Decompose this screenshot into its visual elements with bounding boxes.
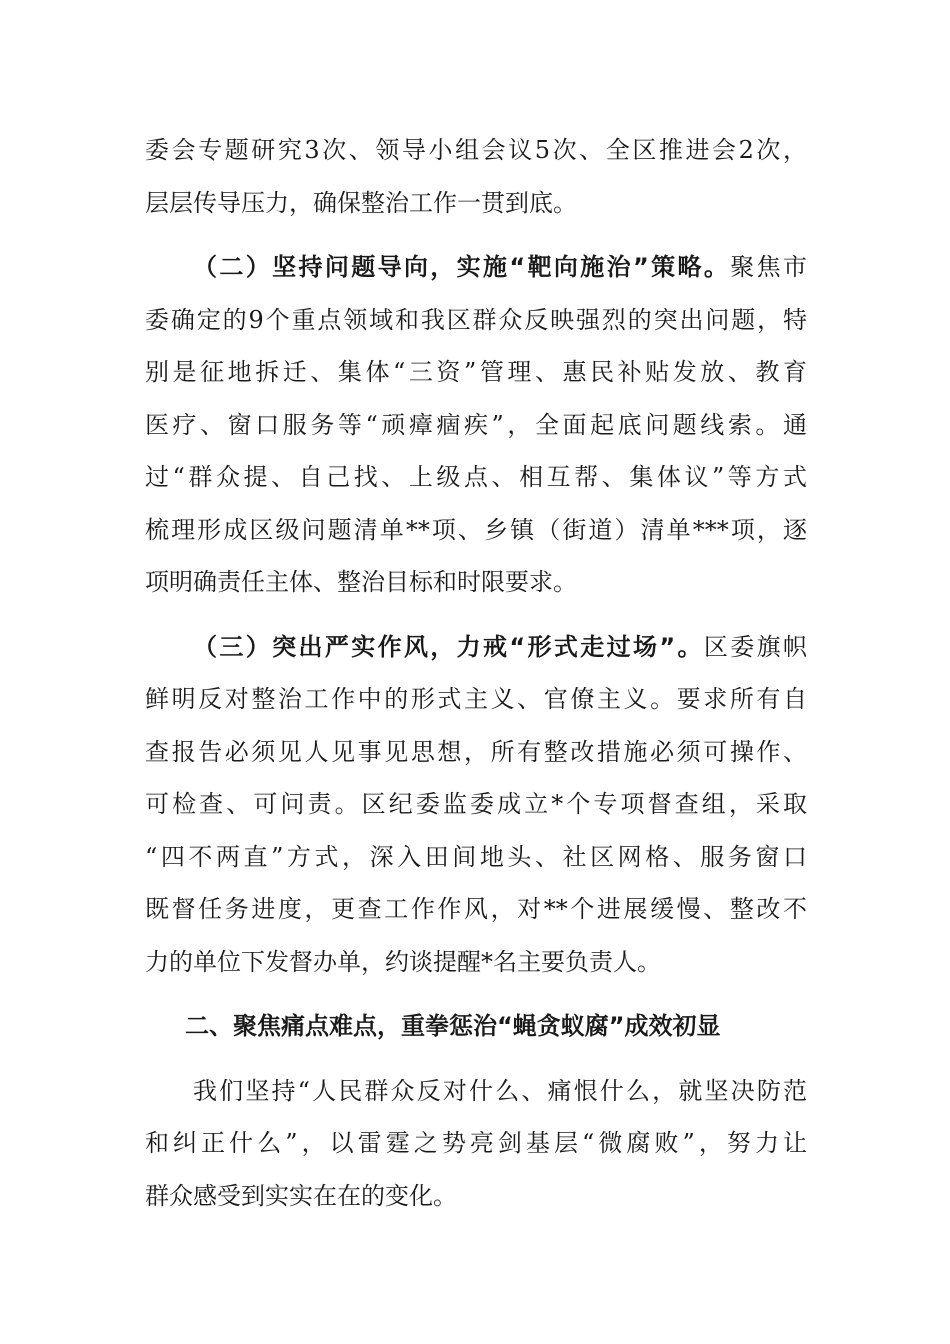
text-line: 委会专题研究3次、领导小组会议5次、全区推进会2次，: [145, 136, 807, 164]
paragraph-continuation: [145, 124, 807, 229]
text-line: 鲜明反对整治工作中的形式主义、官僚主义。要求所有自: [145, 685, 807, 713]
text-segment: 区委旗帜: [703, 632, 808, 661]
document-page: [145, 124, 807, 1222]
text-line: 层层传导压力，确保整治工作一贯到底。: [145, 188, 577, 217]
heading-text: 二、聚焦痛点难点，重拳惩治“蝇贪蚁腐”成效初显: [185, 1012, 721, 1040]
text-line: 委确定的9个重点领域和我区群众反映强烈的突出问题，特: [145, 305, 807, 334]
text-line: [145, 621, 807, 674]
text-line: “四不两直”方式，深入田间地头、社区网格、服务窗口: [145, 842, 807, 871]
text-line: 医疗、窗口服务等“顽瘴痼疾”，全面起底问题线索。通: [145, 410, 807, 439]
section-lead: （三）突出严实作风，力戒“形式走过场”。: [193, 632, 704, 661]
section-lead: （二）坚持问题导向，实施“靶向施治”策略。: [193, 253, 731, 281]
text-line: 查报告必须见人见事见思想，所有整改措施必须可操作、: [145, 737, 807, 766]
text-line: 别是征地拆迁、集体“三资”管理、惠民补贴发放、教育: [145, 358, 807, 386]
section-heading: [145, 1000, 807, 1053]
text-line: 梳理形成区级问题清单**项、乡镇（街道）清单***项，逐: [145, 515, 807, 544]
text-line: 和纠正什么”，以雷霆之势亮剑基层“微腐败”，努力让: [145, 1129, 807, 1157]
paragraph-section-3: [145, 621, 807, 989]
text-line: [145, 241, 807, 294]
paragraph-intro: [145, 1065, 807, 1223]
paragraph-section-2: [145, 241, 807, 609]
text-line: 群众感受到实实在在的变化。: [145, 1181, 457, 1210]
text-line: 过“群众提、自己找、上级点、相互帮、集体议”等方式: [145, 463, 807, 491]
text-line: 力的单位下发督办单，约谈提醒*名主要负责人。: [145, 947, 661, 976]
text-line: 我们坚持“人民群众反对什么、痛恨什么，就坚决防范: [193, 1076, 807, 1105]
text-segment: 聚焦市: [730, 253, 808, 281]
text-line: 项明确责任主体、整治目标和时限要求。: [145, 568, 577, 596]
text-line: 可检查、可问责。区纪委监委成立*个专项督查组，采取: [145, 790, 807, 818]
text-line: 既督任务进度，更查工作作风，对**个进展缓慢、整改不: [145, 895, 807, 923]
